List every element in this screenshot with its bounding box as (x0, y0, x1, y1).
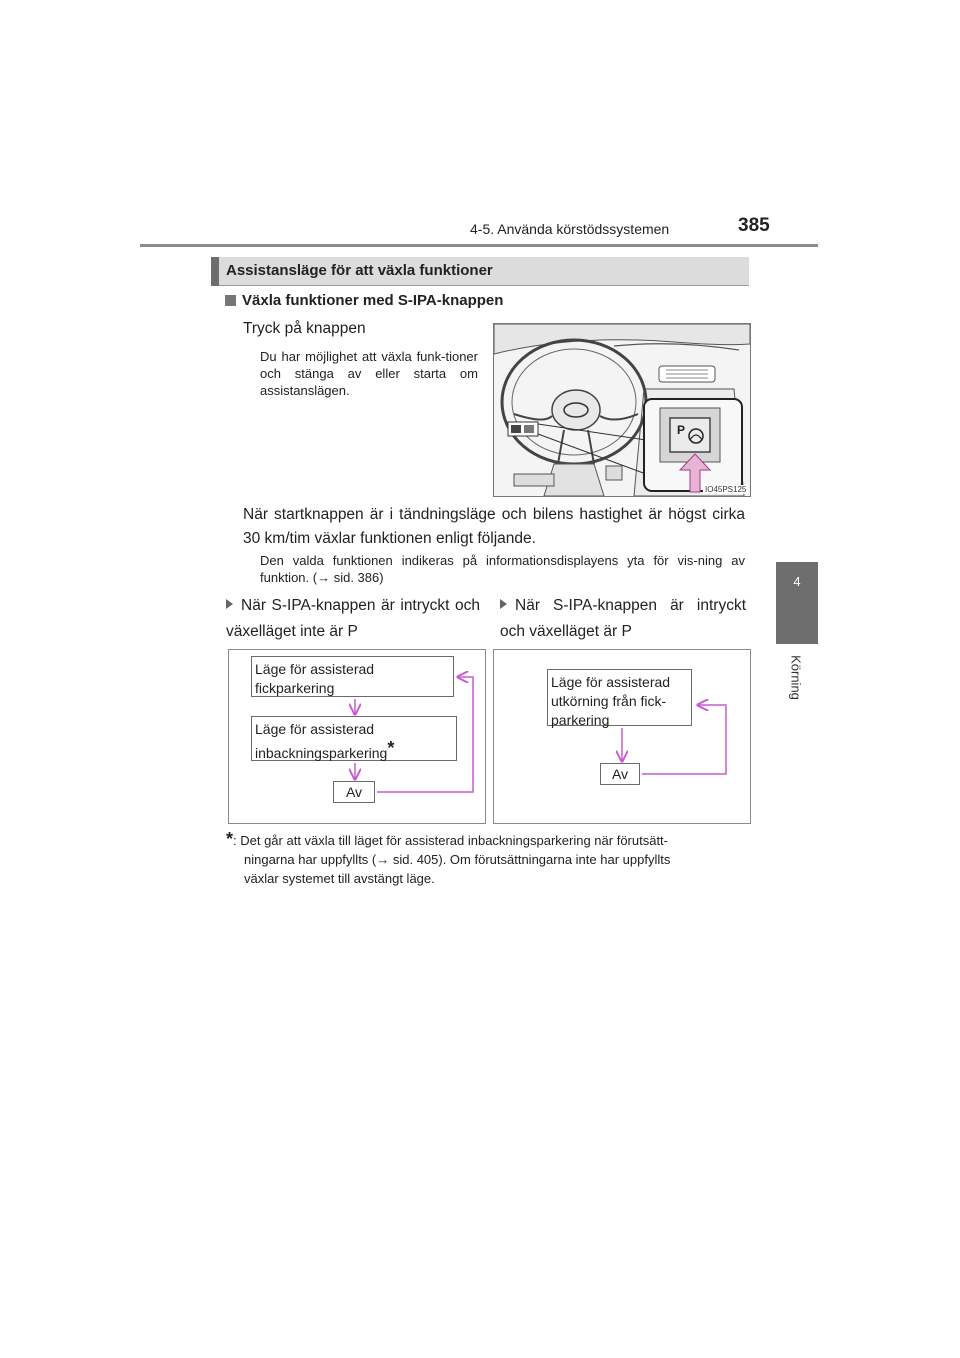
footnote-line-3: växlar systemet till avstängt läge. (244, 871, 435, 886)
subsection-title: Växla funktioner med S-IPA-knappen (242, 292, 504, 309)
footnote (226, 830, 746, 888)
step-note: Du har möjlighet att växla funk-tioner och stänga av eller starta om assistanslägen. (260, 349, 478, 398)
flow-box-reverse-parking-text: Läge för assisterad inbackningsparkering (255, 721, 388, 761)
figure-code: IO45PS125 (705, 485, 747, 494)
right-column-heading-text: När S-IPA-knappen är intryckt och växelläget är P (500, 597, 746, 640)
footnote-line-1: : Det går att växla till läget för assisterad inbackningsparkering när förutsätt- (233, 833, 669, 848)
step-text: Tryck på knappen (243, 320, 366, 337)
body-paragraph: När startknappen är i tändningsläge och bilens hastighet är högst cirka 30 km/tim växlar funktionen enligt följande. (243, 506, 745, 547)
chapter-label-text: Körning (788, 655, 804, 700)
section-title: Assistansläge för att växla funktioner (226, 262, 493, 279)
p-button-label: P (677, 423, 686, 437)
running-header-section: 4-5. Använda körstödssystemen (470, 221, 670, 237)
flow-box-off-left: Av (333, 781, 375, 803)
left-column-heading-text: När S-IPA-knappen är intryckt och växelläget inte är P (226, 597, 480, 640)
arrow-loop-right (642, 705, 726, 774)
flow-box-pocket-parking: Läge för assisterad fickparkering (251, 656, 454, 697)
chapter-number: 4 (793, 574, 801, 589)
arrow-loop-left (377, 677, 473, 792)
footnote-asterisk: * (226, 829, 234, 849)
flow-box-pocket-exit: Läge för assisterad utkörning från fick-parkering (547, 669, 692, 726)
footnote-mark: * (387, 738, 395, 758)
body-note: Den valda funktionen indikeras på informationsdisplayens yta för vis-ning av funktion. (→ sid. 386) (260, 553, 745, 585)
page-number: 385 (738, 215, 770, 236)
flow-box-off-right: Av (600, 763, 640, 785)
footnote-line-2: ningarna har uppfyllts (→ sid. 405). Om förutsättningarna inte har uppfyllts (244, 852, 671, 867)
